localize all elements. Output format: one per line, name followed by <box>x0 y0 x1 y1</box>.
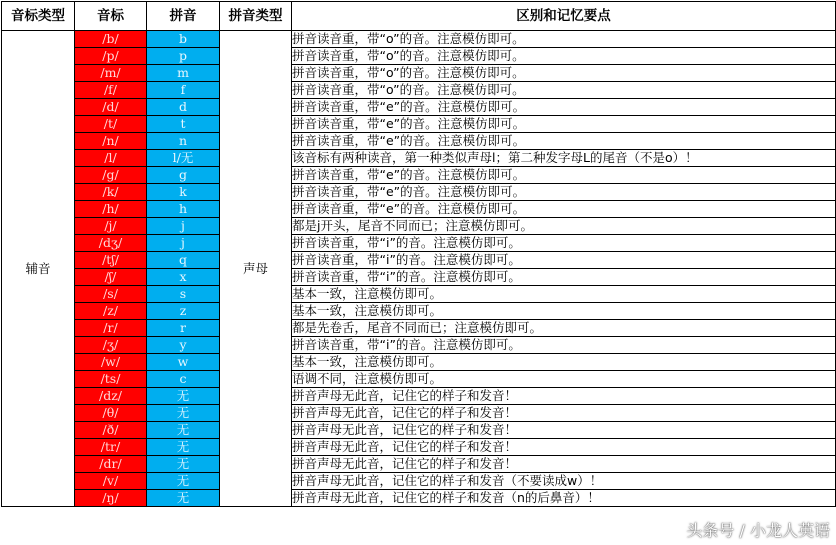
note-cell: 基本一致，注意模仿即可。 <box>292 286 836 303</box>
pinyin-cell: x <box>147 269 220 286</box>
symbol-cell: /d/ <box>75 99 147 116</box>
pinyin-cell: b <box>147 31 220 48</box>
note-cell: 拼音声母无此音，记住它的样子和发音（n的后鼻音）！ <box>292 490 836 507</box>
table-row <box>2 218 836 235</box>
note-cell: 拼音读音重，带“o”的音。注意模仿即可。 <box>292 48 836 65</box>
table-row <box>2 303 836 320</box>
symbol-cell: /v/ <box>75 473 147 490</box>
symbol-cell: /ʒ/ <box>75 337 147 354</box>
table-row <box>2 371 836 388</box>
note-cell: 基本一致，注意模仿即可。 <box>292 354 836 371</box>
pinyin-cell: l/无 <box>147 150 220 167</box>
table-row <box>2 337 836 354</box>
table-body <box>2 31 836 507</box>
table-row <box>2 456 836 473</box>
symbol-cell: /tr/ <box>75 439 147 456</box>
table-row <box>2 252 836 269</box>
symbol-cell: /dr/ <box>75 456 147 473</box>
pinyin-cell: n <box>147 133 220 150</box>
note-cell: 拼音读音重，带“i”的音。注意模仿即可。 <box>292 337 836 354</box>
table-row <box>2 235 836 252</box>
table-row <box>2 286 836 303</box>
pinyin-cell: s <box>147 286 220 303</box>
symbol-cell: /ʃ/ <box>75 269 147 286</box>
phonetic-table <box>1 1 836 507</box>
note-cell: 拼音读音重，带“o”的音。注意模仿即可。 <box>292 31 836 48</box>
table-row <box>2 133 836 150</box>
pinyin-cell: w <box>147 354 220 371</box>
table-row <box>2 405 836 422</box>
header-category: 音标类型 <box>2 2 75 31</box>
symbol-cell: /p/ <box>75 48 147 65</box>
note-cell: 拼音读音重，带“i”的音。注意模仿即可。 <box>292 252 836 269</box>
symbol-cell: /n/ <box>75 133 147 150</box>
pinyin-cell: r <box>147 320 220 337</box>
table-row <box>2 320 836 337</box>
note-cell: 拼音声母无此音，记住它的样子和发音！ <box>292 456 836 473</box>
symbol-cell: /tʃ/ <box>75 252 147 269</box>
pinyin-cell: j <box>147 235 220 252</box>
note-cell: 拼音读音重，带“e”的音。注意模仿即可。 <box>292 99 836 116</box>
table-row <box>2 439 836 456</box>
table-row <box>2 269 836 286</box>
table-row <box>2 201 836 218</box>
pinyin-cell: y <box>147 337 220 354</box>
symbol-cell: /h/ <box>75 201 147 218</box>
pinyin-cell: 无 <box>147 439 220 456</box>
pinyin-cell: t <box>147 116 220 133</box>
header-symbol: 音标 <box>75 2 147 31</box>
table-row <box>2 150 836 167</box>
note-cell: 拼音声母无此音，记住它的样子和发音！ <box>292 388 836 405</box>
pinyin-cell: 无 <box>147 473 220 490</box>
note-cell: 拼音读音重，带“e”的音。注意模仿即可。 <box>292 184 836 201</box>
note-cell: 拼音声母无此音，记住它的样子和发音（不要读成w）！ <box>292 473 836 490</box>
note-cell: 拼音声母无此音，记住它的样子和发音！ <box>292 439 836 456</box>
symbol-cell: /b/ <box>75 31 147 48</box>
table-row <box>2 48 836 65</box>
pinyin-cell: m <box>147 65 220 82</box>
note-cell: 拼音读音重，带“i”的音。注意模仿即可。 <box>292 235 836 252</box>
table-row <box>2 82 836 99</box>
symbol-cell: /m/ <box>75 65 147 82</box>
symbol-cell: /dʒ/ <box>75 235 147 252</box>
note-cell: 拼音读音重，带“e”的音。注意模仿即可。 <box>292 116 836 133</box>
note-cell: 拼音读音重，带“i”的音。注意模仿即可。 <box>292 269 836 286</box>
note-cell: 拼音声母无此音，记住它的样子和发音！ <box>292 405 836 422</box>
note-cell: 都是j开头，尾音不同而已；注意模仿即可。 <box>292 218 836 235</box>
pinyin-cell: z <box>147 303 220 320</box>
header-row <box>2 2 836 31</box>
header-notes: 区别和记忆要点 <box>292 2 836 31</box>
table-row <box>2 65 836 82</box>
table-row <box>2 490 836 507</box>
note-cell: 拼音读音重，带“o”的音。注意模仿即可。 <box>292 65 836 82</box>
table-row <box>2 354 836 371</box>
symbol-cell: /t/ <box>75 116 147 133</box>
pinyin-cell: 无 <box>147 388 220 405</box>
symbol-cell: /ŋ/ <box>75 490 147 507</box>
pinyin-cell: q <box>147 252 220 269</box>
pinyin-cell: d <box>147 99 220 116</box>
symbol-cell: /w/ <box>75 354 147 371</box>
symbol-cell: /θ/ <box>75 405 147 422</box>
pinyin-cell: c <box>147 371 220 388</box>
symbol-cell: /g/ <box>75 167 147 184</box>
table-row <box>2 167 836 184</box>
pinyin-cell: 无 <box>147 490 220 507</box>
note-cell: 都是先卷舌，尾音不同而已；注意模仿即可。 <box>292 320 836 337</box>
pinyin-cell: 无 <box>147 405 220 422</box>
note-cell: 拼音声母无此音，记住它的样子和发音！ <box>292 422 836 439</box>
pinyin-cell: p <box>147 48 220 65</box>
table-row <box>2 184 836 201</box>
table-row <box>2 116 836 133</box>
pinyin-cell: g <box>147 167 220 184</box>
note-cell: 拼音读音重，带“e”的音。注意模仿即可。 <box>292 167 836 184</box>
note-cell: 拼音读音重，带“o”的音。注意模仿即可。 <box>292 82 836 99</box>
note-cell: 拼音读音重，带“e”的音。注意模仿即可。 <box>292 133 836 150</box>
header-pinyin-type: 拼音类型 <box>220 2 292 31</box>
pinyin-type-cell: 声母 <box>220 31 292 507</box>
symbol-cell: /f/ <box>75 82 147 99</box>
pinyin-cell: f <box>147 82 220 99</box>
pinyin-cell: 无 <box>147 456 220 473</box>
symbol-cell: /j/ <box>75 218 147 235</box>
table-row <box>2 388 836 405</box>
category-cell: 辅音 <box>2 31 75 507</box>
table-row <box>2 31 836 48</box>
note-cell: 基本一致，注意模仿即可。 <box>292 303 836 320</box>
table-row <box>2 99 836 116</box>
pinyin-cell: k <box>147 184 220 201</box>
symbol-cell: /ð/ <box>75 422 147 439</box>
watermark: 头条号 / 小龙人英语 <box>686 521 830 540</box>
note-cell: 该音标有两种读音，第一种类似声母l；第二种发字母L的尾音（不是o）！ <box>292 150 836 167</box>
table-row <box>2 422 836 439</box>
note-cell: 语调不同，注意模仿即可。 <box>292 371 836 388</box>
header-pinyin: 拼音 <box>147 2 220 31</box>
table-row <box>2 473 836 490</box>
symbol-cell: /k/ <box>75 184 147 201</box>
pinyin-cell: 无 <box>147 422 220 439</box>
symbol-cell: /s/ <box>75 286 147 303</box>
symbol-cell: /l/ <box>75 150 147 167</box>
symbol-cell: /dz/ <box>75 388 147 405</box>
pinyin-cell: h <box>147 201 220 218</box>
pinyin-cell: j <box>147 218 220 235</box>
symbol-cell: /ts/ <box>75 371 147 388</box>
note-cell: 拼音读音重，带“e”的音。注意模仿即可。 <box>292 201 836 218</box>
symbol-cell: /z/ <box>75 303 147 320</box>
symbol-cell: /r/ <box>75 320 147 337</box>
